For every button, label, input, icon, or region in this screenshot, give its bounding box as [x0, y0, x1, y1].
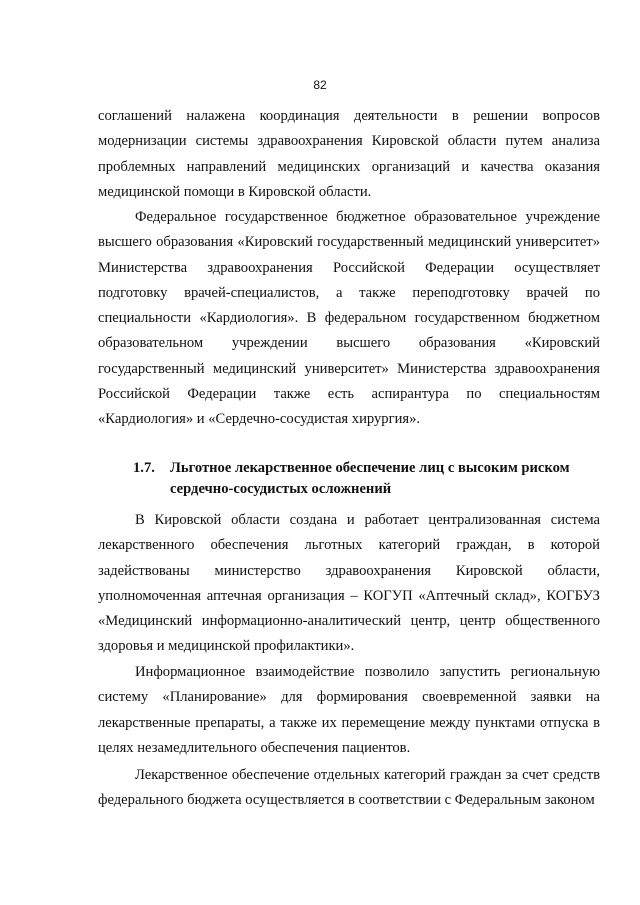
- section-title-line2: сердечно-сосудистых осложнений: [170, 481, 392, 497]
- paragraph-centralized-system: В Кировской области создана и работает централизованная система лекарственного обеспечения льготных категорий граждан, в которой задействованы министерство здравоохранения Кировской области, уполномоченная аптечная организация – КОГУП «Аптечный склад», КОГБУЗ «Медицинский информационно-аналитический центр, центр общественного здоровья и медицинской профилактики».: [98, 512, 600, 655]
- section-title-line1: Льготное лекарственное обеспечение лиц с высоким риском: [170, 460, 570, 476]
- page-number: 82: [313, 78, 327, 92]
- paragraph-information-interaction: Информационное взаимодействие позволило запустить региональную систему «Планирование» для формирования своевременной заявки на лекарственные препараты, а также их перемещение между пунктами отпуска в целях незамедлительного обеспечения пациентов.: [98, 664, 600, 756]
- paragraph-continuation: соглашений налажена координация деятельности в решении вопросов модернизации системы здравоохранения Кировской области путем анализа проблемных направлений медицинских организаций и качества оказания медицинской помощи в Кировской области.: [98, 108, 600, 200]
- section-number: 1.7.: [133, 460, 155, 476]
- paragraph-university: Федеральное государственное бюджетное образовательное учреждение высшего образования «Кировский государственный медицинский университет» Министерства здравоохранения Российской Федерации осуществляет подготовку врачей-специалистов, а также переподготовку врачей по специальности «Кардиология». В федеральном государственном бюджетном образовательном учреждении высшего образования «Кировский государственный медицинский университет» Министерства здравоохранения Российской Федерации также есть аспирантура по специальностям «Кардиология» и «Сердечно-сосудистая хирургия».: [98, 209, 600, 428]
- paragraph-federal-budget: Лекарственное обеспечение отдельных категорий граждан за счет средств федерального бюджета осуществляется в соответствии с Федеральным законом: [98, 767, 600, 809]
- section-heading: [133, 458, 600, 500]
